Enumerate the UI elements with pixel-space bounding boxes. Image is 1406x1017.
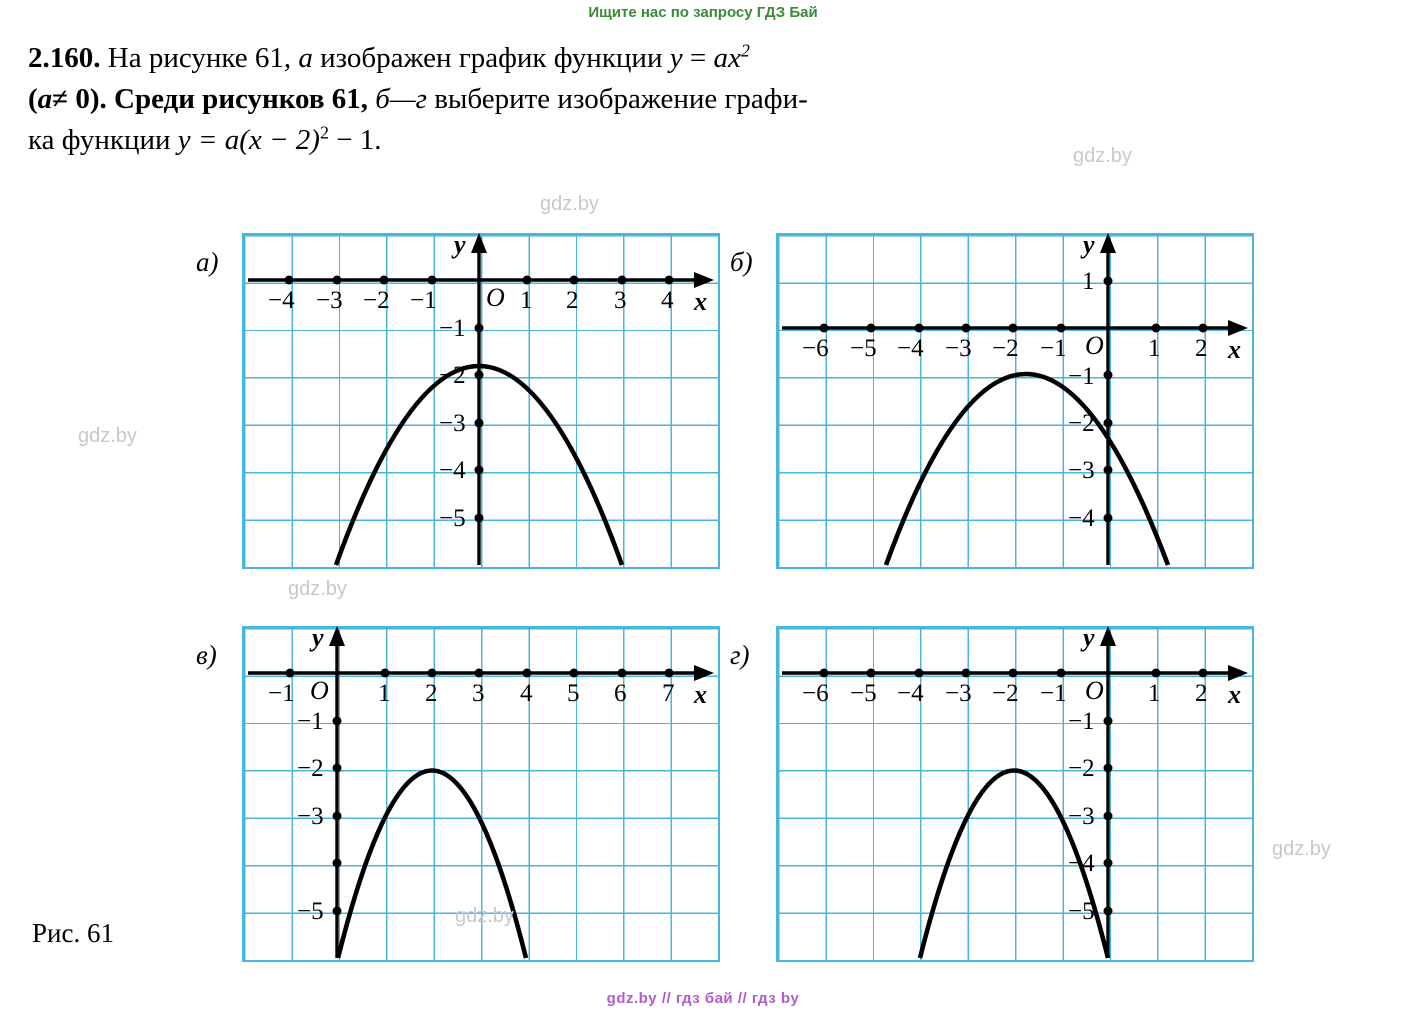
panel-v-label: в) [196, 640, 217, 670]
problem-paren-open: ( [28, 83, 38, 116]
problem-letter-a: а [298, 42, 313, 74]
panel-a-ytick--1: −1 [439, 315, 466, 342]
formula2-tail: − 1. [336, 124, 382, 157]
problem-text-1: На рисунке 61, [107, 42, 292, 74]
panel-v-ytick--1: −1 [297, 708, 324, 735]
problem-number: 2.160. [28, 42, 101, 74]
problem-text-5: ка функции [28, 124, 171, 157]
formula2-main: y = a(x − 2) [177, 124, 320, 157]
panel-g-ytick--5: −5 [1068, 898, 1095, 925]
panel-v-ytick--5: −5 [297, 898, 324, 925]
panel-v-xtick-7: 7 [662, 680, 675, 707]
panel-a-y-axis-name: y [454, 230, 466, 259]
watermark: gdz.by [455, 905, 514, 927]
panel-g-y-axis-name: y [1083, 623, 1095, 652]
panel-g-xtick--5: −5 [850, 680, 877, 707]
figure-caption: Рис. 61 [32, 918, 114, 948]
panel-a-xtick-3: 3 [614, 287, 627, 314]
panel-v-x-axis-name: x [694, 680, 707, 709]
formula1-eq: = [689, 42, 707, 74]
panel-v-origin-label: O [310, 676, 329, 705]
panel-b-xtick--4: −4 [897, 335, 924, 362]
panel-v-xtick-5: 5 [567, 680, 580, 707]
panel-a-xtick-1: 1 [520, 287, 533, 314]
panel-g-xtick--1: −1 [1040, 680, 1067, 707]
panel-v-xtick-2: 2 [425, 680, 438, 707]
formula1-ax: ax [713, 42, 741, 74]
panel-b-ytick-1: 1 [1082, 268, 1095, 295]
panel-a-xtick-2: 2 [566, 287, 579, 314]
panel-g-origin-label: O [1085, 676, 1104, 705]
panel-g-xtick-1: 1 [1148, 680, 1161, 707]
panel-a-x-axis-name: x [694, 287, 707, 316]
panel-a-ytick--3: −3 [439, 410, 466, 437]
panel-a-ytick--5: −5 [439, 505, 466, 532]
panel-b-origin-label: O [1085, 331, 1104, 360]
panel-g-xtick--6: −6 [802, 680, 829, 707]
panel-g-label: г) [730, 640, 750, 670]
panel-b-ytick--2: −2 [1068, 410, 1095, 437]
watermark: gdz.by [1073, 145, 1132, 167]
panel-b-x-axis-name: x [1228, 335, 1241, 364]
problem-text-3: ≠ 0). Среди рисунков 61, [52, 83, 368, 116]
panel-b-ytick--4: −4 [1068, 505, 1095, 532]
watermark: gdz.by [288, 578, 347, 600]
problem-text-2: изображен график функции [320, 42, 663, 74]
panel-b-xtick--1: −1 [1040, 335, 1067, 362]
panel-a-ytick--2: −2 [439, 362, 466, 389]
panel-a-xtick--3: −3 [316, 287, 343, 314]
problem-letters-bg: б—г [375, 83, 427, 116]
panel-v-ytick--3: −3 [297, 803, 324, 830]
panel-v-y-axis-name: y [312, 623, 324, 652]
panel-a-xtick--2: −2 [363, 287, 390, 314]
panel-v-xtick--1: −1 [268, 680, 295, 707]
panel-b-xtick--5: −5 [850, 335, 877, 362]
problem-a-italic: a [37, 83, 53, 116]
top-promo-banner: Ищите нас по запросу ГДЗ Бай [588, 4, 818, 21]
bottom-promo-banner: gdz.by // гдз бай // гдз by [606, 990, 800, 1007]
panel-b-xtick-1: 1 [1148, 335, 1161, 362]
panel-v-ytick--2: −2 [297, 755, 324, 782]
panel-g-axes [730, 618, 1260, 963]
panel-a-xtick--1: −1 [410, 287, 437, 314]
panel-v-xtick-6: 6 [614, 680, 627, 707]
problem-text-4: выберите изображение графи- [434, 83, 808, 116]
formula1-exponent: 2 [740, 40, 750, 61]
panel-a-xtick-4: 4 [661, 287, 674, 314]
figure-panel-a [196, 225, 726, 570]
panel-g-ytick--2: −2 [1068, 755, 1095, 782]
panel-v-xtick-3: 3 [472, 680, 485, 707]
watermark: gdz.by [540, 193, 599, 215]
panel-a-label: а) [196, 247, 219, 277]
panel-b-xtick-2: 2 [1195, 335, 1208, 362]
panel-g-ytick--1: −1 [1068, 708, 1095, 735]
panel-v-xtick-4: 4 [520, 680, 533, 707]
panel-g-x-axis-name: x [1228, 680, 1241, 709]
panel-v-xtick-1: 1 [378, 680, 391, 707]
panel-b-ytick--1: −1 [1068, 363, 1095, 390]
panel-a-ytick--4: −4 [439, 457, 466, 484]
panel-b-xtick--2: −2 [992, 335, 1019, 362]
watermark: gdz.by [1272, 838, 1331, 860]
formula1-y: y [669, 42, 683, 74]
panel-a-xtick--4: −4 [268, 287, 295, 314]
panel-g-xtick--4: −4 [897, 680, 924, 707]
formula2-exponent: 2 [319, 122, 329, 143]
panel-g-xtick--2: −2 [992, 680, 1019, 707]
panel-b-xtick--6: −6 [802, 335, 829, 362]
panel-b-y-axis-name: y [1083, 230, 1095, 259]
panel-b-xtick--3: −3 [945, 335, 972, 362]
problem-statement [28, 38, 1378, 162]
panel-g-xtick-2: 2 [1195, 680, 1208, 707]
watermark: gdz.by [78, 425, 137, 447]
panel-b-ytick--3: −3 [1068, 457, 1095, 484]
panel-b-axes [730, 225, 1260, 570]
panel-g-ytick--3: −3 [1068, 803, 1095, 830]
panel-b-label: б) [730, 247, 753, 277]
figure-panel-g [730, 618, 1260, 963]
panel-a-origin-label: O [486, 283, 505, 312]
figure-panel-b [730, 225, 1260, 570]
panel-g-ytick--4: −4 [1068, 850, 1095, 877]
panel-g-xtick--3: −3 [945, 680, 972, 707]
